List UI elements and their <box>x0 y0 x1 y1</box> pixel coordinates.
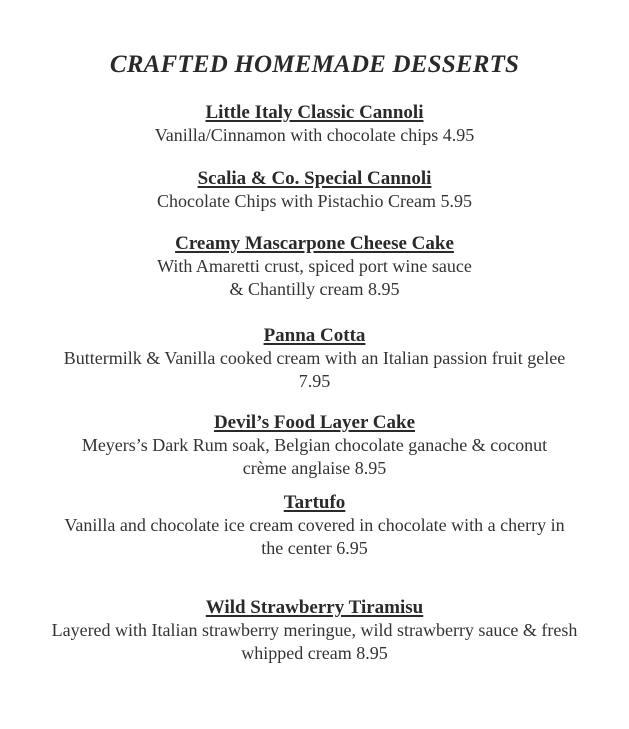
menu-item-name: Devil’s Food Layer Cake <box>213 412 416 433</box>
menu-item-name: Creamy Mascarpone Cheese Cake <box>175 233 454 254</box>
menu-title: CRAFTED HOMEMADE DESSERTS <box>109 51 520 78</box>
menu-item-description: Buttermilk & Vanilla cooked cream with an Italian passion fruit gelee <box>63 348 566 368</box>
menu-item-scalia-cannoli <box>0 167 629 213</box>
menu-item-description: whipped cream 8.95 <box>241 643 388 663</box>
menu-item-tartufo <box>0 491 629 560</box>
menu-item-description: 7.95 <box>298 371 331 391</box>
menu-item-name: Panna Cotta <box>263 325 366 346</box>
menu-item-name: Scalia & Co. Special Cannoli <box>197 168 432 189</box>
menu-item-name: Wild Strawberry Tiramisu <box>205 597 424 618</box>
menu-item-devils-food-cake <box>0 411 629 480</box>
menu-item-wild-strawberry-tiramisu <box>0 596 629 665</box>
menu-item-name: Tartufo <box>283 492 346 513</box>
menu-item-description: the center 6.95 <box>261 538 368 558</box>
menu-item-description: Layered with Italian strawberry meringue, wild strawberry sauce & fresh <box>51 620 578 640</box>
menu-item-description: Vanilla/Cinnamon with chocolate chips 4.95 <box>154 125 475 145</box>
menu-item-description: Chocolate Chips with Pistachio Cream 5.95 <box>157 191 472 211</box>
menu-item-description: & Chantilly cream 8.95 <box>229 279 400 299</box>
menu-item-name: Little Italy Classic Cannoli <box>205 102 424 123</box>
menu-item-mascarpone-cheese-cake <box>0 232 629 301</box>
menu-item-description: With Amaretti crust, spiced port wine sauce <box>157 256 472 276</box>
menu-item-description: Vanilla and chocolate ice cream covered in chocolate with a cherry in <box>64 515 565 535</box>
menu-item-panna-cotta <box>0 324 629 393</box>
menu-item-little-italy-cannoli <box>0 101 629 147</box>
menu-item-description: Meyers’s Dark Rum soak, Belgian chocolate ganache & coconut <box>81 435 548 455</box>
menu-item-description: crème anglaise 8.95 <box>242 458 387 478</box>
